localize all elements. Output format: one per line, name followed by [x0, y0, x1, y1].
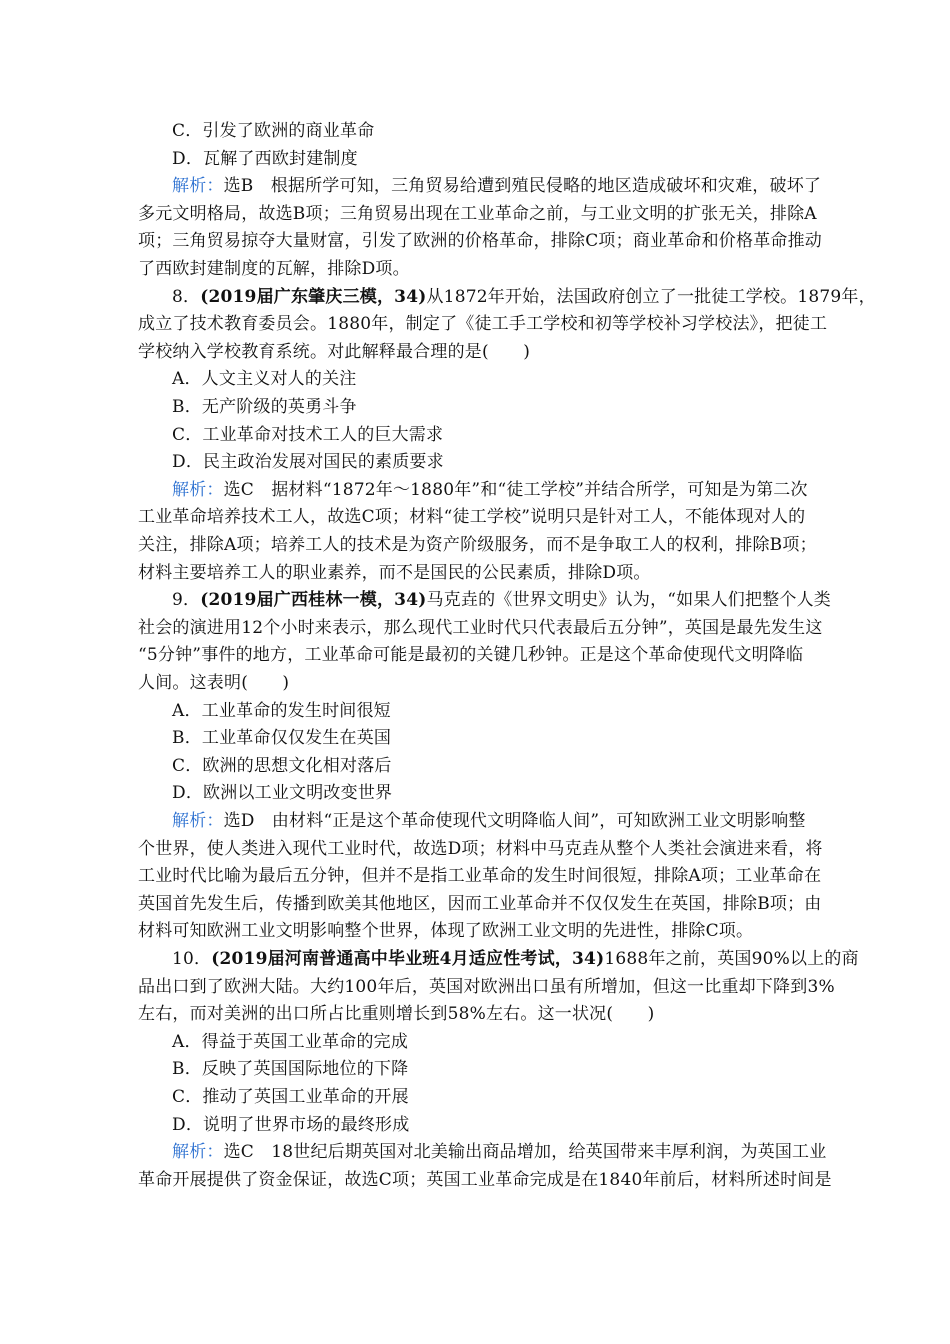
body-text-line	[138, 893, 822, 915]
analysis-text: 选C 据材料“1872年～1880年”和“徒工学校”并结合所学，可知是为第二次	[223, 479, 808, 500]
body-text-line	[138, 1169, 832, 1191]
body-text: 工业时代比喻为最后五分钟，但并不是指工业革命的发生时间很短，排除A项；工业革命在	[138, 866, 822, 887]
question-source: (2019届广西桂林一模，34)	[200, 590, 427, 611]
analysis-label: 解析：	[172, 479, 224, 500]
body-text: 工业革命培养技术工人，故选C项；材料“徒工学校”说明只是针对工人，不能体现对人的	[138, 507, 806, 528]
body-text: 人间。这表明( )	[138, 673, 290, 693]
question-stem	[172, 948, 859, 970]
body-text: 社会的演进用12个小时来表示，那么现代工业时代只代表最后五分钟”，英国是最先发生这	[138, 617, 823, 638]
analysis-label: 解析：	[172, 811, 224, 831]
answer-option	[172, 148, 358, 170]
body-text-line	[138, 230, 822, 252]
question-text: 1688年之前，英国90%以上的商	[604, 949, 859, 969]
option-text: D．说明了世界市场的最终形成	[172, 1114, 410, 1135]
question-source: (2019届河南普通高中毕业班4月适应性考试，34)	[211, 949, 605, 969]
analysis-line	[172, 810, 806, 832]
analysis-text: 选D 由材料“正是这个革命使现代文明降临人间”，可知欧洲工业文明影响整	[223, 811, 806, 831]
body-text: 了西欧封建制度的瓦解，排除D项。	[138, 259, 410, 279]
body-text-line	[138, 506, 805, 528]
body-text: 多元文明格局，故选B项；三角贸易出现在工业革命之前，与工业文明的扩张无关，排除A	[138, 203, 817, 224]
body-text-line	[138, 865, 821, 887]
body-text: “5分钟”事件的地方，工业革命可能是最初的关键几秒钟。正是这个革命使现代文明降临	[138, 645, 804, 666]
option-text: D．欧洲以工业文明改变世界	[172, 783, 393, 804]
option-text: C．欧洲的思想文化相对落后	[172, 755, 392, 776]
question-number: 8．	[172, 286, 201, 307]
body-text-line	[138, 258, 410, 280]
answer-option	[172, 368, 356, 390]
option-text: C．引发了欧洲的商业革命	[172, 121, 375, 141]
body-text-line	[138, 534, 817, 556]
answer-option	[172, 782, 392, 804]
body-text-line	[138, 313, 827, 335]
analysis-label: 解析：	[172, 1142, 224, 1163]
analysis-line	[172, 479, 808, 501]
body-text-line	[138, 617, 823, 639]
answer-option	[172, 1114, 409, 1136]
analysis-text: 选B 根据所学可知，三角贸易给遭到殖民侵略的地区造成破坏和灾难，破坏了	[223, 176, 822, 197]
body-text: 关注，排除A项；培养工人的技术是为资产阶级服务，而不是争取工人的权利，排除B项；	[138, 535, 817, 555]
question-stem	[172, 286, 876, 308]
answer-option	[172, 700, 391, 722]
option-text: C．推动了英国工业革命的开展	[172, 1087, 409, 1107]
body-text-line	[138, 976, 835, 998]
answer-option	[172, 424, 443, 446]
body-text-line	[138, 341, 530, 363]
question-stem	[172, 589, 831, 611]
body-text: 革命开展提供了资金保证，故选C项；英国工业革命完成是在1840年前后，材料所述时间是	[138, 1169, 832, 1190]
analysis-text: 选C 18世纪后期英国对北美输出商品增加，给英国带来丰厚利润，为英国工业	[223, 1142, 827, 1163]
body-text-line	[138, 672, 289, 694]
body-text-line	[138, 920, 753, 942]
question-source: (2019届广东肇庆三模，34)	[200, 286, 427, 307]
body-text-line	[138, 644, 803, 666]
answer-option	[172, 396, 357, 418]
analysis-label: 解析：	[172, 176, 224, 197]
answer-option	[172, 451, 444, 473]
answer-option	[172, 1058, 408, 1080]
body-text: 品出口到了欧洲大陆。大约100年后，英国对欧洲出口虽有所增加，但这一比重却下降到3%	[138, 976, 835, 997]
option-text: A．工业革命的发生时间很短	[172, 700, 391, 721]
answer-option	[172, 755, 392, 777]
question-text: 马克垚的《世界文明史》认为，“如果人们把整个人类	[426, 590, 831, 611]
question-number: 9．	[172, 590, 201, 611]
option-text: A．得益于英国工业革命的完成	[172, 1031, 409, 1052]
option-text: A．人文主义对人的关注	[172, 369, 357, 390]
option-text: D．瓦解了西欧封建制度	[172, 148, 358, 169]
body-text: 材料可知欧洲工业文明影响整个世界，体现了欧洲工业文明的先进性，排除C项。	[138, 921, 754, 942]
body-text-line	[138, 562, 651, 584]
answer-option	[172, 120, 374, 142]
body-text: 项；三角贸易掠夺大量财富，引发了欧洲的价格革命，排除C项；商业革命和价格革命推动	[138, 231, 823, 252]
option-text: D．民主政治发展对国民的素质要求	[172, 452, 444, 473]
body-text: 成立了技术教育委员会。1880年，制定了《徒工手工学校和初等学校补习学校法》，把徒工	[138, 314, 828, 335]
body-text: 英国首先发生后，传播到欧美其他地区，因而工业革命并不仅仅发生在英国，排除B项；由	[138, 893, 822, 914]
body-text-line	[138, 838, 823, 860]
analysis-line	[172, 1141, 826, 1163]
question-number: 10．	[172, 949, 212, 969]
body-text-line	[138, 203, 817, 225]
option-text: C．工业革命对技术工人的巨大需求	[172, 424, 444, 445]
option-text: B．无产阶级的英勇斗争	[172, 397, 357, 417]
body-text: 个世界，使人类进入现代工业时代，故选D项；材料中马克垚从整个人类社会演进来看，将	[138, 838, 823, 859]
body-text: 学校纳入学校教育系统。对此解释最合理的是( )	[138, 341, 531, 362]
body-text-line	[138, 1003, 654, 1025]
body-text: 左右，而对美洲的出口所占比重则增长到58%左右。这一状况( )	[138, 1004, 655, 1025]
body-text: 材料主要培养工人的职业素养，而不是国民的公民素质，排除D项。	[138, 562, 651, 583]
answer-option	[172, 727, 391, 749]
option-text: B．工业革命仅仅发生在英国	[172, 728, 392, 749]
answer-option	[172, 1086, 409, 1108]
question-text: 从1872年开始，法国政府创立了一批徒工学校。1879年，	[426, 286, 876, 307]
option-text: B．反映了英国国际地位的下降	[172, 1059, 409, 1080]
analysis-line	[172, 175, 821, 197]
answer-option	[172, 1031, 408, 1053]
